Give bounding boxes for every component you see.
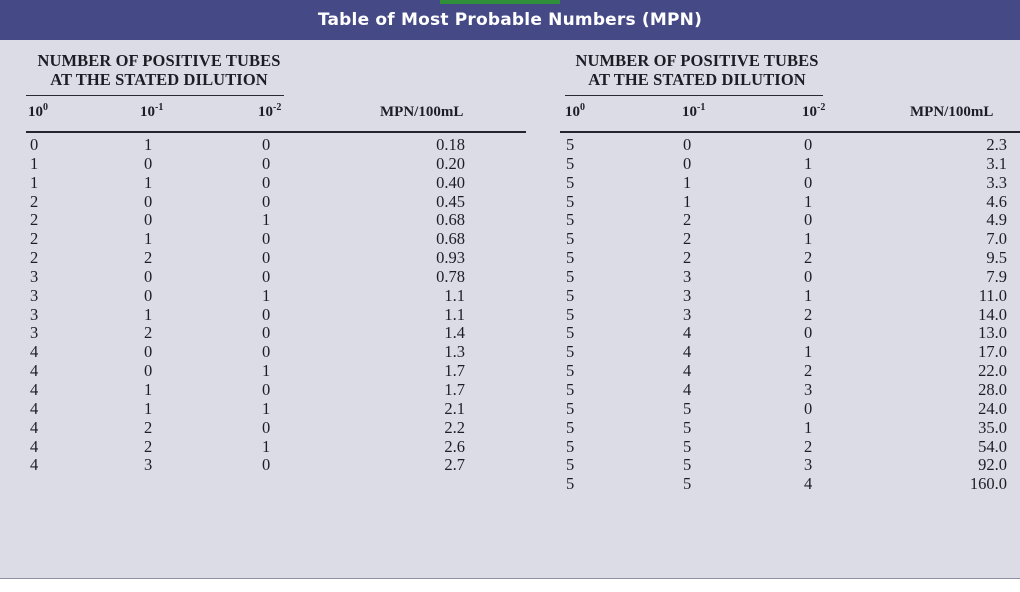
left-colheader-mpn-per-100ml [380, 104, 463, 121]
cell-dilution-10-0: 5 [566, 285, 575, 305]
cell-dilution-10-neg1: 0 [144, 191, 153, 211]
cell-dilution-10-neg1: 0 [144, 342, 153, 362]
cell-dilution-10-0: 1 [30, 172, 39, 192]
cell-dilution-10-neg2: 1 [262, 361, 271, 381]
cell-dilution-10-neg2: 0 [262, 304, 271, 324]
cell-dilution-10-0: 4 [30, 398, 39, 418]
cell-dilution-10-neg1: 1 [144, 172, 153, 192]
cell-mpn-per-100ml: 0.18 [436, 135, 465, 154]
cell-mpn-per-100ml: 0.20 [436, 153, 465, 173]
column-header-text: 10 [682, 104, 697, 120]
cell-dilution-10-neg2: 0 [262, 379, 271, 399]
cell-dilution-10-neg2: 0 [262, 135, 271, 154]
cell-dilution-10-neg2: 0 [804, 266, 813, 286]
cell-dilution-10-0: 5 [566, 172, 575, 192]
column-header-text: 10 [565, 104, 580, 120]
cell-dilution-10-neg2: 0 [804, 135, 813, 154]
cell-mpn-per-100ml: 0.78 [436, 266, 465, 286]
cell-dilution-10-0: 5 [566, 342, 575, 362]
cell-dilution-10-neg2: 4 [804, 474, 813, 494]
cell-dilution-10-neg1: 5 [683, 436, 692, 456]
cell-dilution-10-neg1: 4 [683, 323, 692, 343]
cell-dilution-10-neg2: 1 [804, 229, 813, 249]
cell-dilution-10-0: 4 [30, 361, 39, 381]
cell-dilution-10-neg1: 1 [144, 398, 153, 418]
cell-dilution-10-neg2: 0 [262, 266, 271, 286]
cell-dilution-10-neg1: 3 [683, 304, 692, 324]
right-colheader-dilution-10-0 [565, 104, 585, 121]
cell-dilution-10-neg2: 2 [804, 248, 813, 268]
cell-dilution-10-neg1: 5 [683, 455, 692, 475]
column-header-text: MPN/100mL [380, 104, 464, 120]
right-table-panel [532, 40, 1020, 578]
column-header-text: 10 [258, 104, 273, 120]
column-header-text: 10 [140, 104, 155, 120]
right-colheader-mpn-per-100ml [910, 104, 993, 121]
cell-mpn-per-100ml: 24.0 [978, 398, 1007, 418]
cell-dilution-10-neg2: 1 [804, 191, 813, 211]
cell-dilution-10-neg1: 3 [683, 285, 692, 305]
cell-dilution-10-neg2: 0 [804, 210, 813, 230]
page-margin [0, 579, 1020, 592]
cell-mpn-per-100ml: 11.0 [978, 285, 1007, 305]
cell-dilution-10-0: 5 [566, 379, 575, 399]
cell-dilution-10-neg2: 1 [262, 285, 271, 305]
cell-dilution-10-neg2: 0 [262, 248, 271, 268]
cell-mpn-per-100ml: 3.3 [986, 172, 1007, 192]
column-header-exponent: -2 [817, 102, 826, 113]
cell-mpn-per-100ml: 1.4 [444, 323, 465, 343]
cell-dilution-10-neg2: 0 [262, 229, 271, 249]
cell-dilution-10-neg1: 2 [683, 210, 692, 230]
column-header-exponent: -2 [273, 102, 282, 113]
cell-dilution-10-neg2: 0 [804, 172, 813, 192]
cell-dilution-10-0: 2 [30, 191, 39, 211]
cell-dilution-10-neg1: 1 [144, 135, 153, 154]
cell-dilution-10-0: 3 [30, 304, 39, 324]
right-header-line1: NUMBER OF POSITIVE TUBES [575, 51, 819, 70]
cell-dilution-10-neg2: 0 [804, 398, 813, 418]
cell-dilution-10-0: 2 [30, 229, 39, 249]
cell-dilution-10-0: 4 [30, 342, 39, 362]
cell-mpn-per-100ml: 7.9 [986, 266, 1007, 286]
table-title: Table of Most Probable Numbers (MPN) [317, 10, 703, 30]
cell-mpn-per-100ml: 2.1 [444, 398, 465, 418]
cell-dilution-10-neg2: 0 [262, 455, 271, 475]
column-header-text: 10 [802, 104, 817, 120]
cell-dilution-10-0: 2 [30, 248, 39, 268]
cell-mpn-per-100ml: 1.1 [444, 304, 465, 324]
cell-dilution-10-0: 0 [30, 135, 39, 154]
cell-dilution-10-0: 5 [566, 266, 575, 286]
column-header-exponent: -1 [155, 102, 164, 113]
cell-dilution-10-neg2: 3 [804, 455, 813, 475]
cell-dilution-10-neg2: 0 [262, 323, 271, 343]
cell-dilution-10-neg1: 0 [144, 285, 153, 305]
cell-dilution-10-neg1: 5 [683, 417, 692, 437]
column-header-exponent: -1 [697, 102, 706, 113]
right-header-line2: AT THE STATED DILUTION [588, 70, 806, 89]
cell-mpn-per-100ml: 2.7 [444, 455, 465, 475]
cell-dilution-10-neg1: 3 [144, 455, 153, 475]
cell-dilution-10-neg1: 2 [683, 229, 692, 249]
cell-dilution-10-neg1: 0 [683, 153, 692, 173]
title-bar [0, 0, 1020, 40]
cell-dilution-10-neg1: 2 [683, 248, 692, 268]
cell-dilution-10-neg2: 2 [804, 304, 813, 324]
left-table-panel [0, 40, 532, 578]
cell-dilution-10-neg1: 2 [144, 436, 153, 456]
cell-dilution-10-neg1: 1 [683, 191, 692, 211]
cell-dilution-10-neg1: 0 [683, 135, 692, 154]
cell-dilution-10-0: 3 [30, 285, 39, 305]
right-group-header [552, 51, 842, 89]
right-header-rule [565, 95, 823, 96]
cell-dilution-10-neg1: 0 [144, 361, 153, 381]
column-header-text: MPN/100mL [910, 104, 994, 120]
cell-dilution-10-0: 5 [566, 153, 575, 173]
cell-mpn-per-100ml: 22.0 [978, 361, 1007, 381]
column-header-text: 10 [28, 104, 43, 120]
cell-mpn-per-100ml: 160.0 [969, 474, 1007, 494]
column-header-exponent: 0 [580, 102, 585, 113]
right-colheader-dilution-10-neg2 [802, 104, 825, 121]
cell-mpn-per-100ml: 2.6 [444, 436, 465, 456]
cell-dilution-10-0: 5 [566, 436, 575, 456]
cell-mpn-per-100ml: 0.68 [436, 229, 465, 249]
left-header-line1: NUMBER OF POSITIVE TUBES [37, 51, 281, 70]
cell-mpn-per-100ml: 1.3 [444, 342, 465, 362]
cell-dilution-10-neg1: 5 [683, 474, 692, 494]
cell-dilution-10-neg2: 3 [804, 379, 813, 399]
cell-dilution-10-0: 2 [30, 210, 39, 230]
cell-dilution-10-0: 5 [566, 135, 575, 154]
cell-dilution-10-neg1: 0 [144, 210, 153, 230]
cell-dilution-10-neg2: 1 [804, 342, 813, 362]
cell-mpn-per-100ml: 2.2 [444, 417, 465, 437]
cell-dilution-10-0: 5 [566, 398, 575, 418]
cell-dilution-10-0: 5 [566, 248, 575, 268]
cell-dilution-10-neg2: 0 [804, 323, 813, 343]
cell-dilution-10-neg1: 4 [683, 379, 692, 399]
cell-mpn-per-100ml: 35.0 [978, 417, 1007, 437]
left-group-header [14, 51, 304, 89]
cell-dilution-10-neg2: 0 [262, 191, 271, 211]
cell-dilution-10-neg1: 3 [683, 266, 692, 286]
cell-dilution-10-0: 5 [566, 474, 575, 494]
cell-dilution-10-neg2: 1 [804, 417, 813, 437]
cell-dilution-10-neg2: 0 [262, 342, 271, 362]
cell-dilution-10-neg1: 2 [144, 323, 153, 343]
cell-dilution-10-neg1: 2 [144, 417, 153, 437]
cell-mpn-per-100ml: 13.0 [978, 323, 1007, 343]
cell-mpn-per-100ml: 0.68 [436, 210, 465, 230]
cell-mpn-per-100ml: 0.40 [436, 172, 465, 192]
cell-dilution-10-0: 5 [566, 455, 575, 475]
cell-dilution-10-0: 4 [30, 436, 39, 456]
cell-mpn-per-100ml: 3.1 [986, 153, 1007, 173]
cell-dilution-10-0: 4 [30, 379, 39, 399]
cell-dilution-10-neg2: 0 [262, 172, 271, 192]
cell-dilution-10-neg1: 5 [683, 398, 692, 418]
cell-dilution-10-0: 1 [30, 153, 39, 173]
cell-dilution-10-0: 5 [566, 361, 575, 381]
title-accent-tab [440, 0, 560, 4]
left-column-header-rule [26, 131, 526, 133]
cell-dilution-10-neg2: 1 [804, 153, 813, 173]
left-header-line2: AT THE STATED DILUTION [50, 70, 268, 89]
cell-dilution-10-0: 5 [566, 229, 575, 249]
cell-dilution-10-0: 5 [566, 304, 575, 324]
cell-dilution-10-0: 5 [566, 210, 575, 230]
cell-dilution-10-neg2: 1 [262, 398, 271, 418]
cell-dilution-10-neg2: 0 [262, 417, 271, 437]
cell-mpn-per-100ml: 9.5 [986, 248, 1007, 268]
cell-mpn-per-100ml: 4.6 [986, 191, 1007, 211]
cell-mpn-per-100ml: 7.0 [986, 229, 1007, 249]
cell-mpn-per-100ml: 0.93 [436, 248, 465, 268]
cell-mpn-per-100ml: 1.1 [444, 285, 465, 305]
cell-dilution-10-neg2: 2 [804, 436, 813, 456]
cell-mpn-per-100ml: 1.7 [444, 379, 465, 399]
cell-dilution-10-neg1: 4 [683, 342, 692, 362]
cell-dilution-10-0: 5 [566, 417, 575, 437]
column-header-exponent: 0 [43, 102, 48, 113]
cell-dilution-10-neg2: 2 [804, 361, 813, 381]
cell-mpn-per-100ml: 1.7 [444, 361, 465, 381]
cell-mpn-per-100ml: 0.45 [436, 191, 465, 211]
cell-dilution-10-0: 5 [566, 191, 575, 211]
cell-dilution-10-0: 5 [566, 323, 575, 343]
cell-mpn-per-100ml: 92.0 [978, 455, 1007, 475]
cell-mpn-per-100ml: 54.0 [978, 436, 1007, 456]
cell-mpn-per-100ml: 4.9 [986, 210, 1007, 230]
cell-dilution-10-neg1: 1 [683, 172, 692, 192]
right-colheader-dilution-10-neg1 [682, 104, 705, 121]
left-colheader-dilution-10-neg2 [258, 104, 281, 121]
cell-dilution-10-0: 4 [30, 455, 39, 475]
cell-dilution-10-neg1: 0 [144, 266, 153, 286]
cell-dilution-10-neg2: 1 [262, 210, 271, 230]
cell-dilution-10-neg2: 1 [804, 285, 813, 305]
cell-dilution-10-neg1: 2 [144, 248, 153, 268]
cell-dilution-10-neg2: 1 [262, 436, 271, 456]
left-colheader-dilution-10-neg1 [140, 104, 163, 121]
cell-dilution-10-0: 4 [30, 417, 39, 437]
cell-dilution-10-neg1: 1 [144, 379, 153, 399]
cell-dilution-10-0: 3 [30, 266, 39, 286]
left-colheader-dilution-10-0 [28, 104, 48, 121]
cell-mpn-per-100ml: 14.0 [978, 304, 1007, 324]
cell-dilution-10-neg1: 4 [683, 361, 692, 381]
left-header-rule [26, 95, 284, 96]
right-column-header-rule [560, 131, 1020, 133]
cell-dilution-10-neg1: 1 [144, 304, 153, 324]
cell-mpn-per-100ml: 17.0 [978, 342, 1007, 362]
cell-dilution-10-neg2: 0 [262, 153, 271, 173]
cell-dilution-10-neg1: 1 [144, 229, 153, 249]
cell-mpn-per-100ml: 28.0 [978, 379, 1007, 399]
cell-dilution-10-neg1: 0 [144, 153, 153, 173]
cell-mpn-per-100ml: 2.3 [986, 135, 1007, 154]
cell-dilution-10-0: 3 [30, 323, 39, 343]
